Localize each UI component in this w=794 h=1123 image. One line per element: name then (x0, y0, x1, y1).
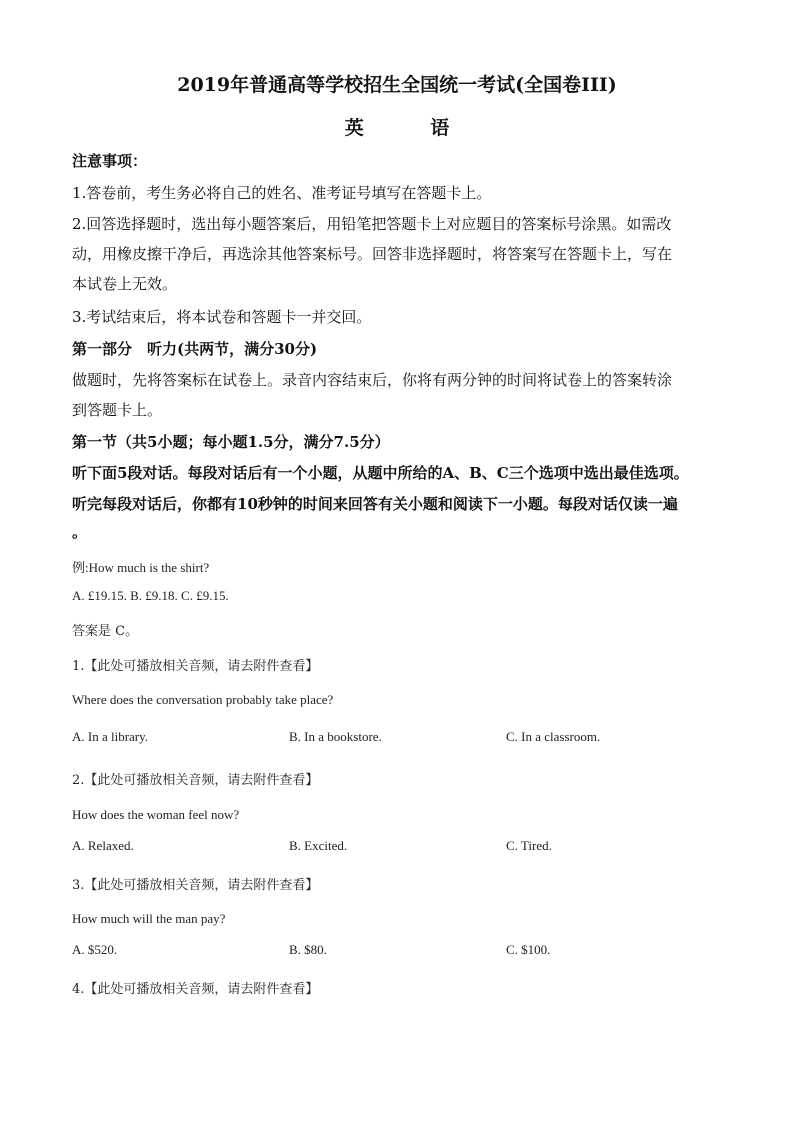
notice-item-1: 1.答卷前，考生务必将自己的姓名、准考证号填写在答题卡上。 (72, 184, 492, 202)
example-options: A. £19.15. B. £9.18. C. £9.15. (72, 588, 229, 603)
question-2-option-c: C. Tired. (506, 838, 552, 853)
section1-heading: 第一节（共5小题；每小题1.5分，满分7.5分） (72, 433, 390, 451)
notice-item-2-line-2: 动，用橡皮擦干净后，再选涂其他答案标号。回答非选择题时，将答案写在答题卡上，写在 (72, 245, 673, 263)
question-3-label: 3.【此处可播放相关音频，请去附件查看】 (72, 878, 319, 893)
question-1-option-a: A. In a library. (72, 729, 149, 744)
section1-instruction-line-3: 。 (72, 523, 88, 541)
question-3-option-b: B. $80. (289, 942, 327, 957)
question-2-label: 2.【此处可播放相关音频，请去附件查看】 (72, 773, 319, 788)
notice-item-2-line-1: 2.回答选择题时，选出每小题答案后，用铅笔把答题卡上对应题目的答案标号涂黑。如需改 (72, 215, 672, 233)
notice-item-3: 3.考试结束后，将本试卷和答题卡一并交回。 (72, 308, 372, 326)
example-answer: 答案是 C。 (72, 624, 139, 639)
question-1-option-b: B. In a bookstore. (289, 729, 382, 744)
question-2-option-a: A. Relaxed. (72, 838, 134, 853)
part1-instruction-line-1: 做题时，先将答案标在试卷上。录音内容结束后，你将有两分钟的时间将试卷上的答案转涂 (72, 371, 673, 389)
exam-title: 2019年普通高等学校招生全国统一考试(全国卷III) (177, 74, 617, 96)
subject-title: 英 语 (344, 117, 480, 139)
question-1-label: 1.【此处可播放相关音频，请去附件查看】 (72, 659, 319, 674)
question-3-option-a: A. $520. (72, 942, 118, 957)
question-1-text: Where does the conversation probably take place? (72, 692, 334, 707)
part1-instruction-line-2: 到答题卡上。 (72, 401, 163, 419)
question-1-option-c: C. In a classroom. (506, 729, 601, 744)
example-question: 例:How much is the shirt? (72, 560, 210, 575)
part1-heading: 第一部分 听力(共两节，满分30分) (72, 340, 318, 358)
section1-instruction-line-2: 听完每段对话后，你都有10秒钟的时间来回答有关小题和阅读下一小题。每段对话仅读一遍 (72, 495, 678, 513)
question-4-label: 4.【此处可播放相关音频，请去附件查看】 (72, 982, 319, 997)
question-3-option-c: C. $100. (506, 942, 551, 957)
question-3-text: How much will the man pay? (72, 911, 226, 926)
section1-instruction-line-1: 听下面5段对话。每段对话后有一个小题，从题中所给的A、B、C三个选项中选出最佳选项。 (72, 464, 689, 482)
question-2-text: How does the woman feel now? (72, 807, 240, 822)
notice-item-2-line-3: 本试卷上无效。 (72, 275, 178, 293)
question-2-option-b: B. Excited. (289, 838, 348, 853)
notice-heading: 注意事项： (72, 152, 148, 170)
